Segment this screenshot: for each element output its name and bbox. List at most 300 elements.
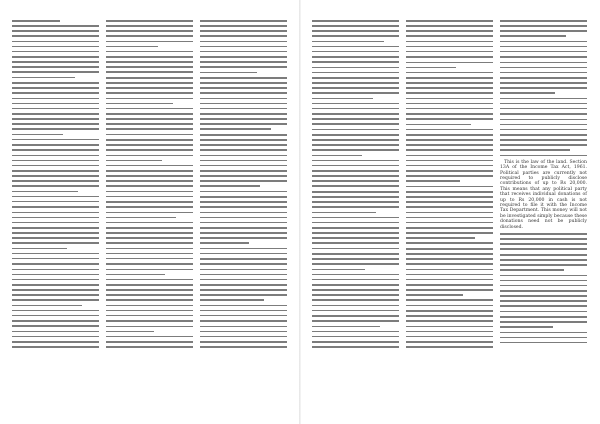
text-line	[500, 20, 587, 22]
text-line	[106, 118, 193, 120]
text-line	[200, 201, 287, 203]
text-line	[500, 233, 587, 235]
text-line	[406, 25, 493, 27]
text-line	[500, 311, 587, 313]
text-line	[200, 149, 287, 151]
text-column	[200, 20, 287, 400]
text-line	[406, 237, 475, 239]
text-line	[106, 139, 193, 141]
text-line	[12, 294, 99, 296]
text-line	[406, 232, 493, 234]
text-line	[406, 310, 493, 312]
text-line	[500, 92, 555, 94]
text-line	[500, 269, 564, 271]
text-line	[12, 155, 99, 157]
text-line	[406, 113, 493, 115]
text-line	[106, 180, 193, 182]
text-line	[12, 108, 99, 110]
text-line	[312, 155, 362, 157]
text-line	[312, 279, 399, 281]
text-line	[200, 139, 287, 141]
text-line	[312, 196, 399, 198]
text-line	[106, 66, 193, 68]
text-line	[106, 46, 158, 48]
text-line	[200, 336, 287, 338]
text-line	[12, 263, 99, 265]
text-line	[500, 155, 587, 157]
text-line	[106, 212, 193, 214]
text-line	[312, 263, 399, 265]
text-line	[12, 315, 99, 317]
text-line	[106, 237, 193, 239]
text-line	[12, 77, 75, 79]
text-line	[500, 254, 587, 256]
text-line	[406, 165, 493, 167]
text-line	[200, 191, 287, 193]
text-line	[500, 280, 587, 282]
text-column	[312, 20, 399, 400]
text-line	[406, 155, 493, 157]
text-line	[106, 92, 193, 94]
text-column	[500, 20, 587, 400]
text-line	[106, 30, 193, 32]
text-line	[312, 294, 399, 296]
text-line	[406, 35, 493, 37]
text-line	[106, 56, 193, 58]
text-line	[12, 144, 99, 146]
text-line	[12, 206, 99, 208]
text-line	[406, 175, 493, 177]
text-line	[406, 191, 493, 193]
text-line	[312, 242, 399, 244]
text-line	[200, 196, 287, 198]
text-line	[106, 346, 193, 348]
text-line	[12, 46, 99, 48]
text-line	[200, 20, 287, 22]
text-line	[500, 77, 587, 79]
text-line	[12, 170, 99, 172]
text-line	[200, 134, 287, 136]
text-line	[106, 82, 193, 84]
text-line	[406, 217, 493, 219]
text-line	[12, 305, 82, 307]
text-column	[106, 20, 193, 400]
text-line	[312, 227, 399, 229]
text-line	[406, 258, 493, 260]
text-line	[406, 212, 493, 214]
text-line	[500, 41, 587, 43]
text-line	[406, 315, 493, 317]
text-line	[500, 113, 587, 115]
text-line	[500, 326, 553, 328]
text-line	[106, 315, 193, 317]
text-line	[406, 98, 493, 100]
text-line	[106, 284, 193, 286]
text-line	[200, 222, 287, 224]
text-line	[406, 248, 493, 250]
text-line	[200, 269, 287, 271]
text-line	[500, 67, 587, 69]
text-line	[312, 299, 399, 301]
text-line	[12, 51, 99, 53]
text-line	[500, 305, 587, 307]
text-line	[200, 25, 287, 27]
text-line	[12, 310, 99, 312]
text-line	[406, 62, 493, 64]
text-line	[106, 155, 193, 157]
text-line	[500, 56, 587, 58]
text-line	[200, 165, 287, 167]
text-line	[312, 35, 399, 37]
text-line	[406, 279, 493, 281]
text-line	[106, 41, 193, 43]
text-line	[200, 144, 287, 146]
text-line	[106, 232, 193, 234]
text-line	[406, 201, 493, 203]
text-line	[12, 237, 99, 239]
text-line	[106, 310, 193, 312]
text-line	[200, 92, 287, 94]
text-line	[312, 87, 399, 89]
text-line	[200, 284, 287, 286]
text-line	[312, 191, 399, 193]
text-line	[312, 217, 399, 219]
text-line	[406, 289, 493, 291]
text-line	[312, 212, 376, 214]
text-line	[312, 72, 399, 74]
text-line	[406, 92, 493, 94]
text-line	[406, 160, 493, 162]
text-line	[312, 305, 399, 307]
text-line	[500, 46, 587, 48]
text-line	[106, 336, 193, 338]
text-line	[200, 118, 287, 120]
text-line	[312, 274, 399, 276]
text-line	[106, 279, 193, 281]
text-line	[500, 300, 587, 302]
text-line	[200, 341, 287, 343]
text-line	[312, 336, 399, 338]
text-line	[106, 269, 193, 271]
text-line	[200, 299, 264, 301]
text-line	[106, 201, 193, 203]
text-line	[12, 232, 99, 234]
text-line	[12, 61, 99, 63]
text-line	[500, 248, 587, 250]
text-line	[312, 180, 399, 182]
text-line	[312, 108, 399, 110]
text-line	[106, 320, 193, 322]
text-line	[106, 175, 193, 177]
text-line	[200, 180, 287, 182]
text-line	[312, 185, 399, 187]
text-line	[406, 253, 493, 255]
text-line	[106, 108, 193, 110]
text-line	[500, 98, 587, 100]
text-line	[106, 289, 193, 291]
text-line	[200, 258, 287, 260]
text-line	[106, 123, 193, 125]
text-line	[312, 30, 399, 32]
text-line	[312, 284, 399, 286]
text-line	[200, 56, 287, 58]
text-line	[312, 134, 399, 136]
text-line	[500, 144, 587, 146]
text-line	[200, 305, 287, 307]
text-line	[312, 222, 399, 224]
text-line	[406, 134, 493, 136]
text-line	[312, 139, 399, 141]
text-line	[406, 149, 493, 151]
text-line	[106, 294, 193, 296]
text-line	[12, 30, 99, 32]
text-line	[200, 320, 287, 322]
text-line	[312, 170, 399, 172]
text-line	[500, 321, 587, 323]
text-line	[200, 170, 287, 172]
text-line	[200, 30, 287, 32]
text-line	[106, 222, 193, 224]
text-line	[200, 274, 287, 276]
text-line	[406, 139, 493, 141]
text-line	[12, 217, 99, 219]
text-line	[12, 227, 99, 229]
text-line	[406, 242, 493, 244]
text-line	[312, 77, 399, 79]
text-line	[12, 320, 99, 322]
text-line	[106, 305, 193, 307]
text-line	[106, 206, 193, 208]
text-line	[106, 165, 193, 167]
text-line	[500, 87, 587, 89]
text-line	[312, 248, 399, 250]
text-line	[12, 242, 99, 244]
text-line	[500, 316, 587, 318]
text-line	[406, 206, 493, 208]
text-line	[12, 139, 99, 141]
text-line	[106, 149, 193, 151]
text-line	[312, 103, 399, 105]
text-line	[500, 129, 587, 131]
text-line	[406, 30, 493, 32]
text-line	[406, 186, 493, 188]
text-line	[312, 41, 384, 43]
text-line	[12, 87, 99, 89]
text-line	[200, 237, 287, 239]
text-column	[12, 20, 99, 400]
text-line	[500, 285, 587, 287]
text-line	[406, 87, 493, 89]
text-line	[12, 258, 99, 260]
text-line	[406, 118, 493, 120]
text-line	[312, 258, 399, 260]
text-line	[500, 290, 587, 292]
text-line	[500, 82, 587, 84]
text-line	[12, 331, 99, 333]
text-line	[406, 180, 460, 182]
text-line	[12, 25, 99, 27]
text-line	[312, 320, 399, 322]
text-line	[200, 61, 287, 63]
text-line	[200, 185, 260, 187]
text-line	[406, 341, 493, 343]
text-line	[12, 160, 99, 162]
text-line	[200, 346, 287, 348]
text-line	[312, 149, 399, 151]
text-line	[200, 113, 287, 115]
text-line	[12, 56, 99, 58]
text-line	[106, 196, 193, 198]
text-line	[12, 103, 99, 105]
text-line	[500, 119, 587, 121]
text-line	[500, 275, 587, 277]
text-line	[406, 227, 493, 229]
text-line	[106, 103, 173, 105]
text-line	[500, 30, 587, 32]
text-line	[312, 51, 399, 53]
text-line	[406, 294, 463, 296]
text-line	[12, 35, 99, 37]
text-line	[200, 206, 287, 208]
text-line	[200, 155, 287, 157]
text-line	[312, 123, 399, 125]
text-line	[406, 51, 493, 53]
text-line	[12, 98, 99, 100]
text-line	[406, 346, 493, 348]
text-line	[406, 46, 493, 48]
text-line	[106, 144, 193, 146]
text-line	[12, 149, 99, 151]
text-line	[312, 46, 399, 48]
text-line	[406, 103, 493, 105]
text-line	[406, 108, 493, 110]
text-line	[312, 165, 399, 167]
text-line	[106, 61, 193, 63]
right-page	[300, 0, 600, 424]
text-line	[406, 77, 493, 79]
text-line	[12, 66, 99, 68]
text-line	[12, 279, 99, 281]
text-line	[12, 299, 99, 301]
text-line	[500, 149, 570, 151]
text-line	[12, 20, 60, 22]
text-line	[12, 336, 99, 338]
text-line	[106, 274, 165, 276]
text-line	[12, 92, 99, 94]
text-line	[106, 227, 193, 229]
text-column	[406, 20, 493, 400]
text-line	[312, 346, 399, 348]
text-line	[406, 67, 456, 69]
text-line	[200, 128, 271, 130]
text-line	[312, 61, 399, 63]
text-line	[12, 128, 99, 130]
text-line	[200, 82, 287, 84]
text-line	[312, 56, 399, 58]
text-line	[406, 82, 493, 84]
text-line	[500, 332, 587, 334]
text-line	[106, 185, 193, 187]
text-line	[12, 212, 99, 214]
text-line	[406, 196, 493, 198]
text-line	[200, 77, 287, 79]
text-line	[12, 191, 78, 193]
text-line	[200, 72, 257, 74]
text-line	[312, 20, 399, 22]
text-line	[200, 331, 287, 333]
text-line	[12, 284, 99, 286]
text-line	[406, 320, 493, 322]
english-quote: This is the law of the land. Section 13A of the Income Tax Act, 1961. Political parties are currently not required to publicly disclose contributions of up to Rs 20,000. This means that any political party that receives individual donations of up to Rs 20,000 in cash is not required to file it with the Income Tax Department. This money will not be investigated simply because these donations need not be publicly disclosed.	[500, 159, 587, 230]
text-line	[106, 170, 193, 172]
text-line	[200, 242, 249, 244]
text-line	[312, 331, 399, 333]
text-line	[406, 269, 493, 271]
text-line	[106, 25, 193, 27]
text-line	[312, 92, 399, 94]
text-line	[200, 46, 287, 48]
text-line	[312, 341, 399, 343]
text-line	[106, 341, 193, 343]
text-line	[312, 269, 365, 271]
text-line	[106, 258, 193, 260]
text-line	[12, 165, 99, 167]
text-line	[106, 35, 193, 37]
text-line	[312, 310, 399, 312]
text-line	[312, 253, 399, 255]
text-line	[200, 41, 287, 43]
text-line	[312, 82, 399, 84]
text-line	[200, 326, 287, 328]
text-line	[312, 289, 399, 291]
text-line	[200, 98, 287, 100]
text-line	[312, 326, 380, 328]
text-line	[500, 134, 587, 136]
text-line	[500, 264, 587, 266]
text-line	[406, 129, 493, 131]
text-line	[200, 263, 287, 265]
text-line	[312, 160, 399, 162]
text-line	[106, 113, 193, 115]
text-line	[12, 71, 99, 73]
text-line	[500, 103, 587, 105]
text-line	[12, 201, 99, 203]
text-line	[500, 243, 587, 245]
text-line	[200, 253, 287, 255]
text-line	[106, 191, 193, 193]
text-line	[12, 118, 99, 120]
text-line	[12, 341, 99, 343]
text-line	[500, 51, 587, 53]
text-line	[12, 222, 99, 224]
text-line	[12, 134, 63, 136]
text-line	[406, 222, 493, 224]
text-line	[200, 289, 287, 291]
text-line	[200, 217, 287, 219]
text-line	[200, 294, 287, 296]
text-line	[406, 331, 493, 333]
text-line	[500, 295, 587, 297]
text-line	[106, 71, 193, 73]
text-line	[12, 113, 99, 115]
text-line	[12, 123, 99, 125]
text-line	[312, 315, 399, 317]
text-line	[312, 25, 399, 27]
text-line	[406, 144, 493, 146]
text-line	[500, 259, 587, 261]
text-line	[312, 129, 399, 131]
text-line	[106, 160, 162, 162]
